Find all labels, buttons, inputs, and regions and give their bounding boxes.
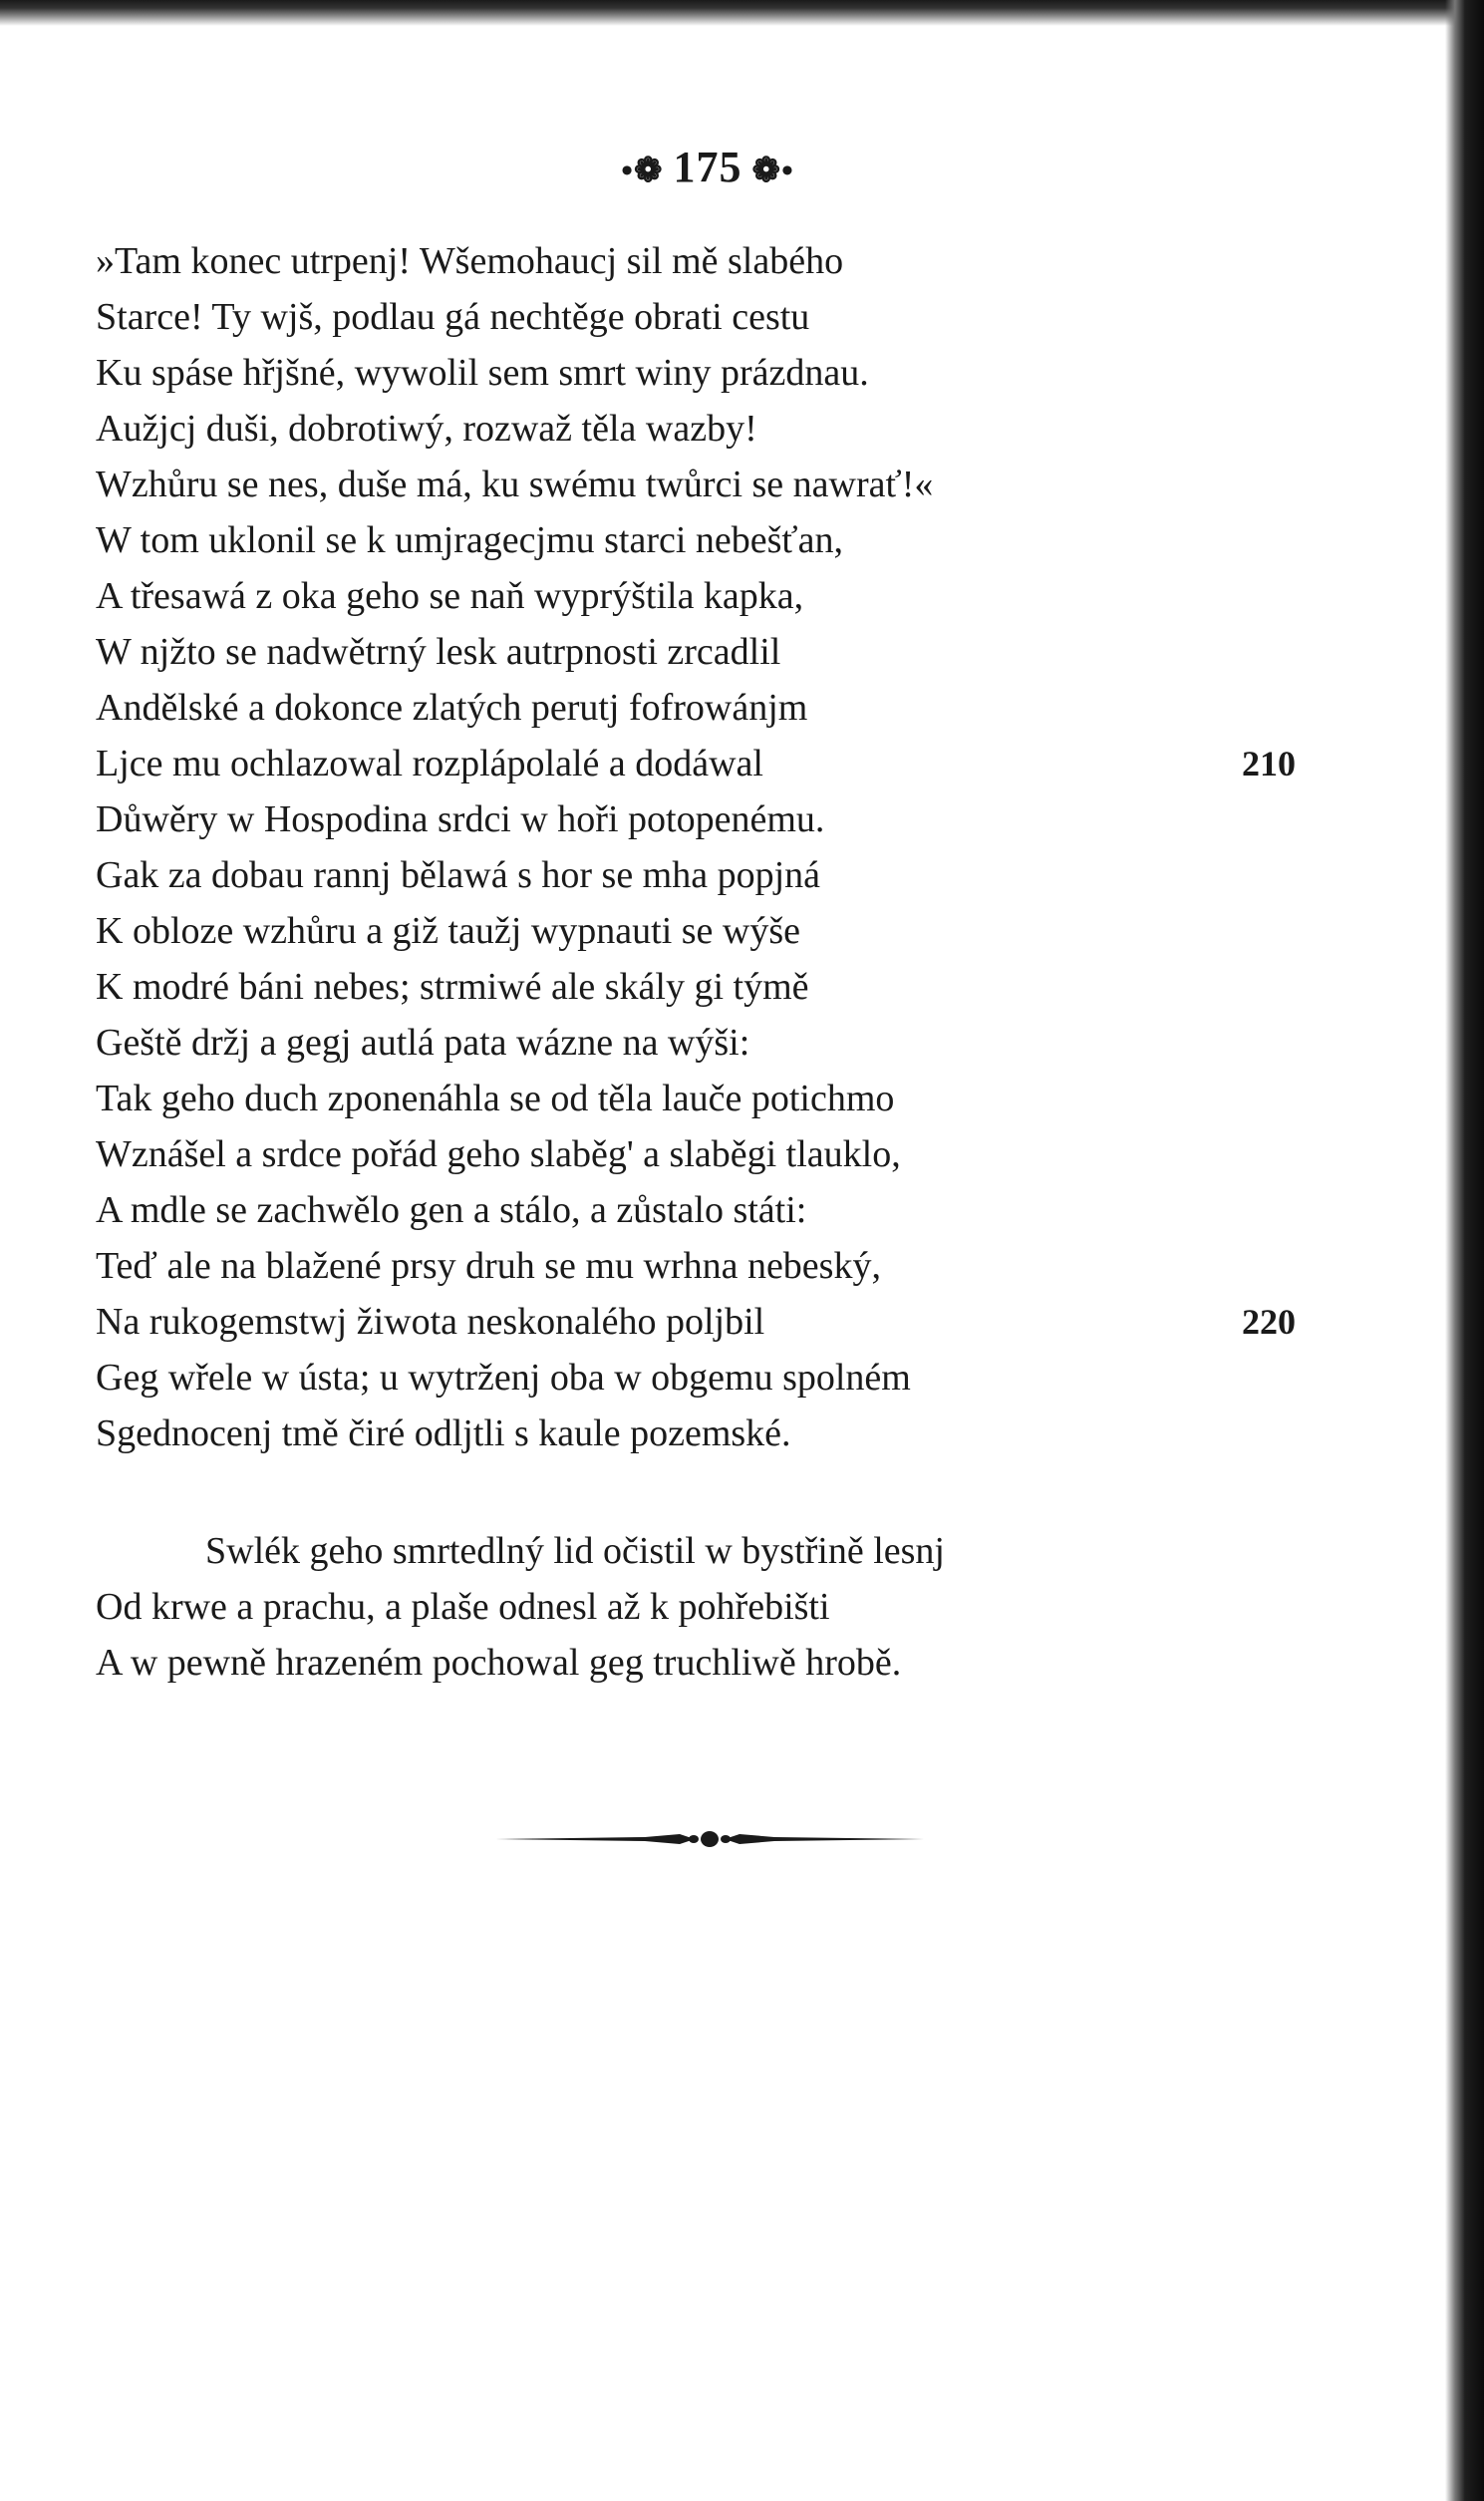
verse-line: K modré báni nebes; strmiwé ale skály gi týmě <box>96 966 809 1008</box>
line-number-210: 210 <box>1242 744 1296 783</box>
verse-line: A třesawá z oka geho se naň wyprýštila kapka, <box>96 575 804 617</box>
verse-line: W tom uklonil se k umjragecjmu starci nebešťan, <box>96 519 844 561</box>
verse-line: Tak geho duch zponenáhla se od těla lauče potichmo <box>96 1078 895 1119</box>
verse-line: Ku spáse hřjšné, wywolil sem smrt winy prázdnau. <box>96 352 869 394</box>
verse-line: Starce! Ty wjš, podlau gá nechtěge obrati cestu <box>96 296 810 338</box>
verse-line: Wzhůru se nes, duše má, ku swému twůrci se nawrať!« <box>96 464 934 505</box>
verse-line: A mdle se zachwělo gen a stálo, a zůstalo státi: <box>96 1189 807 1231</box>
verse-line: Swlék geho smrtedlný lid očistil w bystřině lesnj <box>205 1530 945 1572</box>
verse-line: Aužjcj duši, dobrotiwý, rozwaž těla wazby! <box>96 408 757 450</box>
verse-line: Od krwe a prachu, a plaše odnesl až k pohřebišti <box>96 1586 830 1628</box>
page-number: 175 <box>673 143 742 191</box>
verse-line: »Tam konec utrpenj! Wšemohaucj sil mě slabého <box>96 240 844 282</box>
verse-line: Gak za dobau rannj bělawá s hor se mha popjná <box>96 854 821 896</box>
header-ornament-right: ❁• <box>751 153 794 189</box>
verse-line: Na rukogemstwj žiwota neskonalého poljbil <box>96 1301 765 1343</box>
verse-line: Geště držj a gegj autlá pata wázne na wýši: <box>96 1022 750 1064</box>
verse-line: K obloze wzhůru a giž taužj wypnauti se wýše <box>96 910 801 952</box>
verse-line: Wznášel a srdce pořád geho slaběg' a slaběgi tlauklo, <box>96 1133 901 1175</box>
verse-line: A w pewně hrazeném pochowal geg truchliwě hrobě. <box>96 1642 902 1684</box>
verse-line: Andělské a dokonce zlatých perutj fofrowánjm <box>96 687 808 729</box>
page-header <box>0 142 1415 192</box>
end-ornament-rule <box>495 1819 924 1859</box>
line-number-220: 220 <box>1242 1302 1296 1342</box>
verse-line: Ljce mu ochlazowal rozplápolalé a dodáwal <box>96 743 763 784</box>
verse-line: Teď ale na blažené prsy druh se mu wrhna nebeský, <box>96 1245 881 1287</box>
verse-line: Geg wřele w ústa; u wytrženj oba w obgemu spolném <box>96 1357 911 1399</box>
verse-line: Důwěry w Hospodina srdci w hoři potopenému. <box>96 798 825 840</box>
header-ornament-left: •❁ <box>621 153 664 189</box>
verse-line: Sgednocenj tmě čiré odljtli s kaule pozemské. <box>96 1412 791 1454</box>
verse-line: W njžto se nadwětrný lesk autrpnosti zrcadlil <box>96 631 781 673</box>
